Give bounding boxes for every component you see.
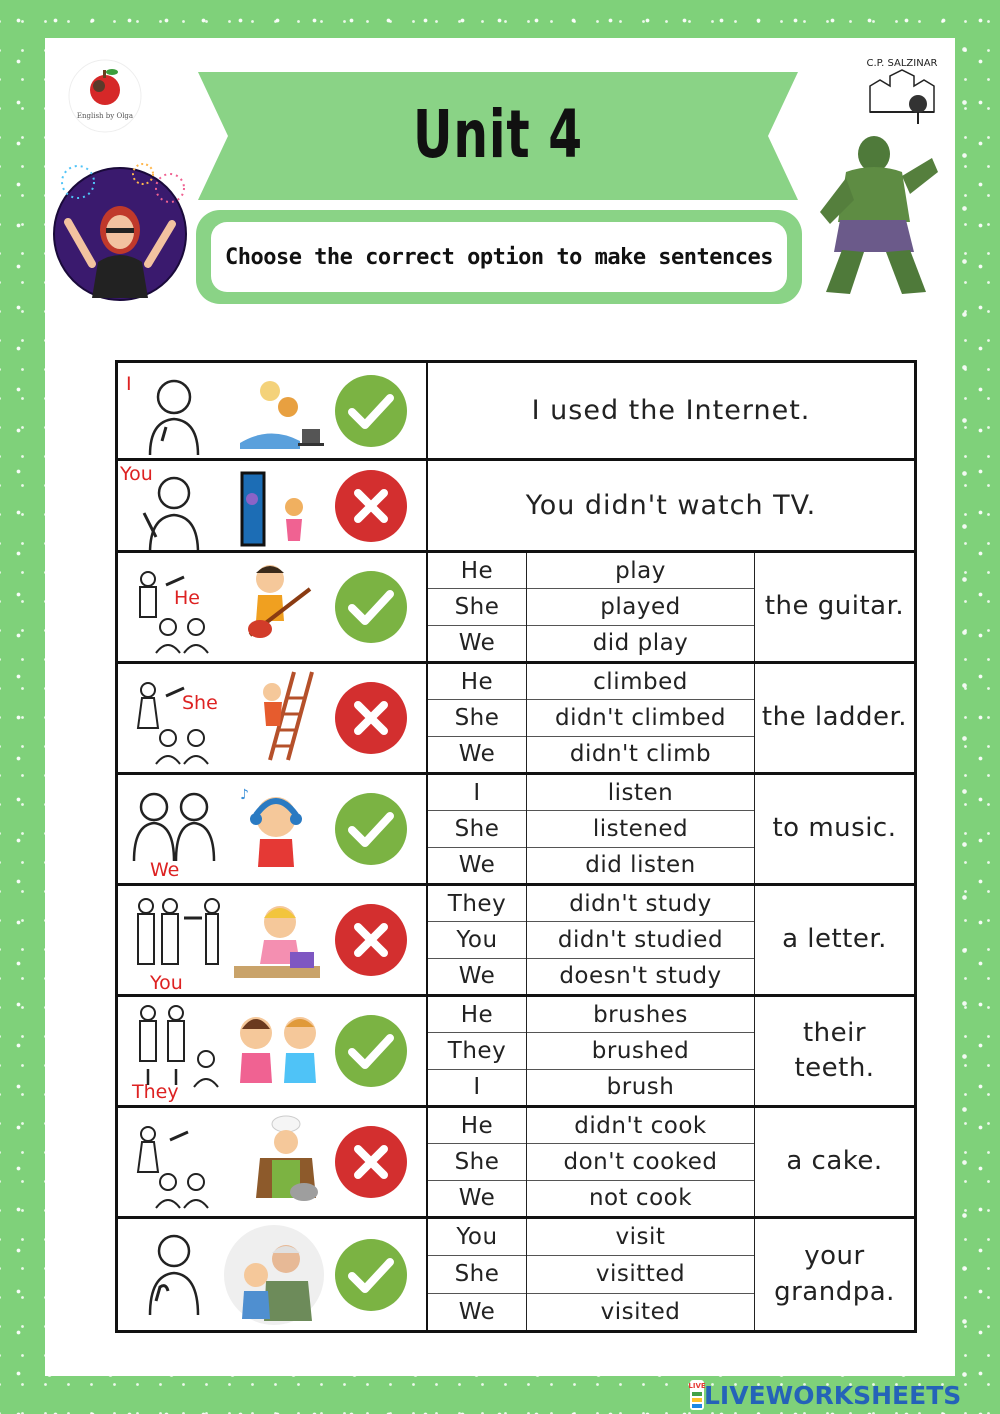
liveworksheets-watermark [690, 1378, 961, 1412]
subject-option[interactable]: We [428, 736, 526, 772]
subject-option[interactable]: I [473, 779, 481, 806]
subject-options [428, 1219, 527, 1330]
subject-option[interactable]: She [428, 699, 526, 735]
verb-option[interactable]: doesn't study [527, 958, 754, 994]
pictogram-group-icon [126, 678, 226, 766]
verb-options [527, 1219, 755, 1330]
subject-options [428, 553, 527, 661]
object-text: to music. [772, 813, 897, 844]
page-title: Unit 4 [413, 96, 583, 173]
row-picture [118, 1108, 428, 1216]
row-picture [118, 1219, 428, 1330]
subject-option[interactable]: She [428, 1143, 526, 1179]
boy-headphones-image [230, 781, 326, 873]
cross-icon [334, 1125, 408, 1199]
girl-studying-image [230, 892, 326, 984]
verb-option[interactable]: visit [615, 1224, 666, 1251]
pictogram-group-icon [126, 567, 226, 655]
teacher-avatar [48, 152, 192, 302]
subject-label: She [182, 692, 218, 714]
check-icon [334, 570, 408, 644]
subject-label: I [126, 373, 132, 395]
verb-option[interactable]: play [615, 557, 666, 584]
grandpa-boy-image [222, 1223, 326, 1327]
verb-option[interactable]: visitted [527, 1255, 754, 1292]
object-text: a letter. [782, 924, 887, 955]
subject-option[interactable]: He [460, 557, 494, 584]
verb-options [527, 553, 755, 661]
exercise-row-4 [118, 661, 914, 772]
school-label: C.P. SALZINAR [866, 58, 938, 69]
verb-options [527, 1108, 755, 1216]
verb-option[interactable]: not cook [527, 1180, 754, 1216]
exercise-row-8 [118, 1105, 914, 1216]
instruction-text: Choose the correct option to make sentences [224, 244, 774, 270]
subject-options [428, 664, 527, 772]
verb-option[interactable]: didn't cook [574, 1112, 707, 1139]
instruction-box [211, 222, 787, 292]
boy-guitar-image [230, 559, 326, 651]
subject-option[interactable]: We [428, 1293, 526, 1330]
row-picture [118, 363, 428, 458]
row-picture [118, 664, 428, 772]
sign-person-icon [126, 1229, 226, 1317]
choice-grid [428, 664, 914, 772]
verb-options [527, 664, 755, 772]
verb-option[interactable]: climbed [593, 668, 688, 695]
check-icon [334, 1014, 408, 1088]
verb-option[interactable]: didn't climbed [527, 699, 754, 735]
subject-label: You [150, 972, 183, 994]
row-picture [118, 461, 428, 550]
choice-grid [428, 997, 914, 1105]
exercise-row-9 [118, 1216, 914, 1330]
object-text: your grandpa. [774, 1241, 895, 1307]
kids-laptop-image [230, 369, 326, 461]
verb-option[interactable]: did play [527, 625, 754, 661]
choice-grid [428, 775, 914, 883]
subject-option[interactable]: We [428, 625, 526, 661]
subject-option[interactable]: He [460, 1001, 494, 1028]
choice-grid [428, 886, 914, 994]
sign-people-icon [126, 781, 226, 869]
object-text: their teeth. [794, 1017, 875, 1083]
verb-option[interactable]: didn't study [569, 890, 712, 917]
verb-options [527, 997, 755, 1105]
cross-icon [334, 903, 408, 977]
exercise-row-2 [118, 458, 914, 550]
check-icon [334, 792, 408, 866]
pictogram-group-icon [126, 1122, 226, 1210]
subject-options [428, 1108, 527, 1216]
cross-icon [334, 469, 408, 543]
subject-option[interactable]: She [428, 810, 526, 846]
check-icon [334, 374, 408, 448]
subject-option[interactable]: He [460, 668, 494, 695]
choice-grid [428, 1108, 914, 1216]
subject-option[interactable]: They [428, 1032, 526, 1068]
subject-option[interactable]: We [428, 1180, 526, 1216]
verb-options [527, 775, 755, 883]
exercise-row-7 [118, 994, 914, 1105]
sentence-text: I used the Internet. [531, 395, 811, 426]
subject-option[interactable]: You [428, 921, 526, 957]
row-picture [118, 886, 428, 994]
choice-grid [428, 1219, 914, 1330]
verb-option[interactable]: visited [527, 1293, 754, 1330]
object-text: the ladder. [761, 702, 908, 733]
verb-option[interactable]: did listen [527, 847, 754, 883]
sentence-text: You didn't watch TV. [525, 490, 817, 521]
verb-option[interactable]: don't cooked [527, 1143, 754, 1179]
subject-label: They [132, 1081, 179, 1103]
subject-option[interactable]: You [456, 1224, 498, 1251]
subject-option[interactable]: We [428, 958, 526, 994]
subject-option[interactable]: They [447, 890, 507, 917]
music-note-icon: ♪ [240, 787, 249, 803]
choice-grid [428, 553, 914, 661]
watermark-text: LIVEWORKSHEETS [704, 1380, 962, 1410]
apple-logo-icon [66, 58, 144, 136]
verb-option[interactable]: played [527, 588, 754, 624]
boy-ladder-image [230, 670, 326, 762]
subject-option[interactable]: We [428, 847, 526, 883]
logo-caption: English by Olga [76, 112, 134, 120]
verb-option[interactable]: didn't studied [527, 921, 754, 957]
sign-person-icon [126, 371, 226, 459]
verb-option[interactable]: listened [527, 810, 754, 846]
pictogram-group-icon [126, 1003, 226, 1091]
object-text: the guitar. [764, 591, 905, 622]
exercise-row-1 [118, 363, 914, 458]
subject-options [428, 997, 527, 1105]
subject-option[interactable]: I [428, 1069, 526, 1105]
verb-option[interactable]: brush [527, 1069, 754, 1105]
verb-options [527, 886, 755, 994]
subject-label: We [150, 859, 180, 881]
school-logo-icon [862, 52, 942, 132]
watermark-prefix: LIVE [688, 1382, 706, 1390]
verb-option[interactable]: brushed [527, 1032, 754, 1068]
exercise-row-6 [118, 883, 914, 994]
chef-cooking-image [230, 1114, 326, 1206]
verb-option[interactable]: brushes [593, 1001, 688, 1028]
kids-brushing-image [230, 1003, 326, 1095]
liveworksheets-logo-icon [690, 1380, 704, 1410]
subject-options [428, 775, 527, 883]
check-icon [334, 1238, 408, 1312]
cross-icon [334, 681, 408, 755]
exercise-row-5 [118, 772, 914, 883]
subject-options [428, 886, 527, 994]
row-picture [118, 553, 428, 661]
subject-option[interactable]: She [428, 588, 526, 624]
pictogram-group-icon [126, 894, 226, 982]
row-picture [118, 997, 428, 1105]
exercise-row-3 [118, 550, 914, 661]
row-picture [118, 775, 428, 883]
subject-option[interactable]: She [428, 1255, 526, 1292]
subject-label: He [174, 587, 200, 609]
hulk-image [806, 132, 944, 300]
tv-image [230, 467, 326, 559]
sign-person-icon [126, 469, 226, 557]
verb-option[interactable]: listen [607, 779, 674, 806]
subject-option[interactable]: He [460, 1112, 494, 1139]
subject-label: You [120, 463, 153, 485]
verb-option[interactable]: didn't climb [527, 736, 754, 772]
exercise-table [115, 360, 917, 1333]
object-text: a cake. [786, 1146, 883, 1177]
